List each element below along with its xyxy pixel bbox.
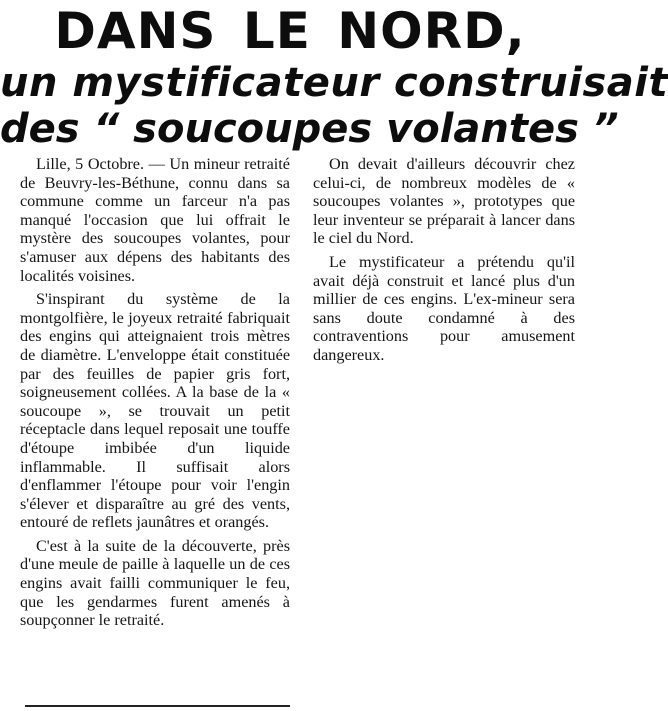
paragraph: C'est à la suite de la découverte, près d'une meule de paille à laquelle un de ces engins avait failli communiquer le feu, que les gendarmes furent amenés à soupçonner le retraité. xyxy=(20,536,290,630)
headline-line-3: des “ soucoupes volantes ” xyxy=(0,106,619,152)
article-column-right xyxy=(313,155,575,365)
article-column-left xyxy=(20,155,290,630)
headline-line-2: un mystificateur construisait xyxy=(0,60,668,106)
paragraph: Le mystificateur a prétendu qu'il avait déjà construit et lancé plus d'un millier de ces engins. L'ex-mineur sera sans doute condamné à des contraventions pour amusement dangereux. xyxy=(313,252,575,364)
headline-line-1: DANS LE NORD, xyxy=(54,2,526,60)
paragraph: S'inspirant du système de la montgolfière, le joyeux retraité fabriquait des engins qui atteignaient trois mètres de diamètre. L'enveloppe était constituée par des feuilles de papier gris fort, soigneusement collées. A la base de la « soucoupe », se trouvait un petit réceptacle dans lequel reposait une touffe d'étoupe imbibée d'un liquide inflammable. Il suffisait alors d'enflammer l'étoupe pour voir l'engin s'élever et disparaître au gré des vents, entouré de reflets jaunâtres et orangés. xyxy=(20,290,290,532)
bottom-rule-divider xyxy=(25,705,290,707)
paragraph: On devait d'ailleurs découvrir chez celui-ci, de nombreux modèles de « soucoupes volantes », prototypes que leur inventeur se préparait à lancer dans le ciel du Nord. xyxy=(313,155,575,248)
paragraph: Lille, 5 Octobre. — Un mineur retraité de Beuvry-les-Béthune, connu dans sa commune comme un farceur n'a pas manqué l'occasion que lui offrait le mystère des soucoupes volantes, pour s'amuser aux dépens des habitants des localités voisines. xyxy=(20,155,290,285)
